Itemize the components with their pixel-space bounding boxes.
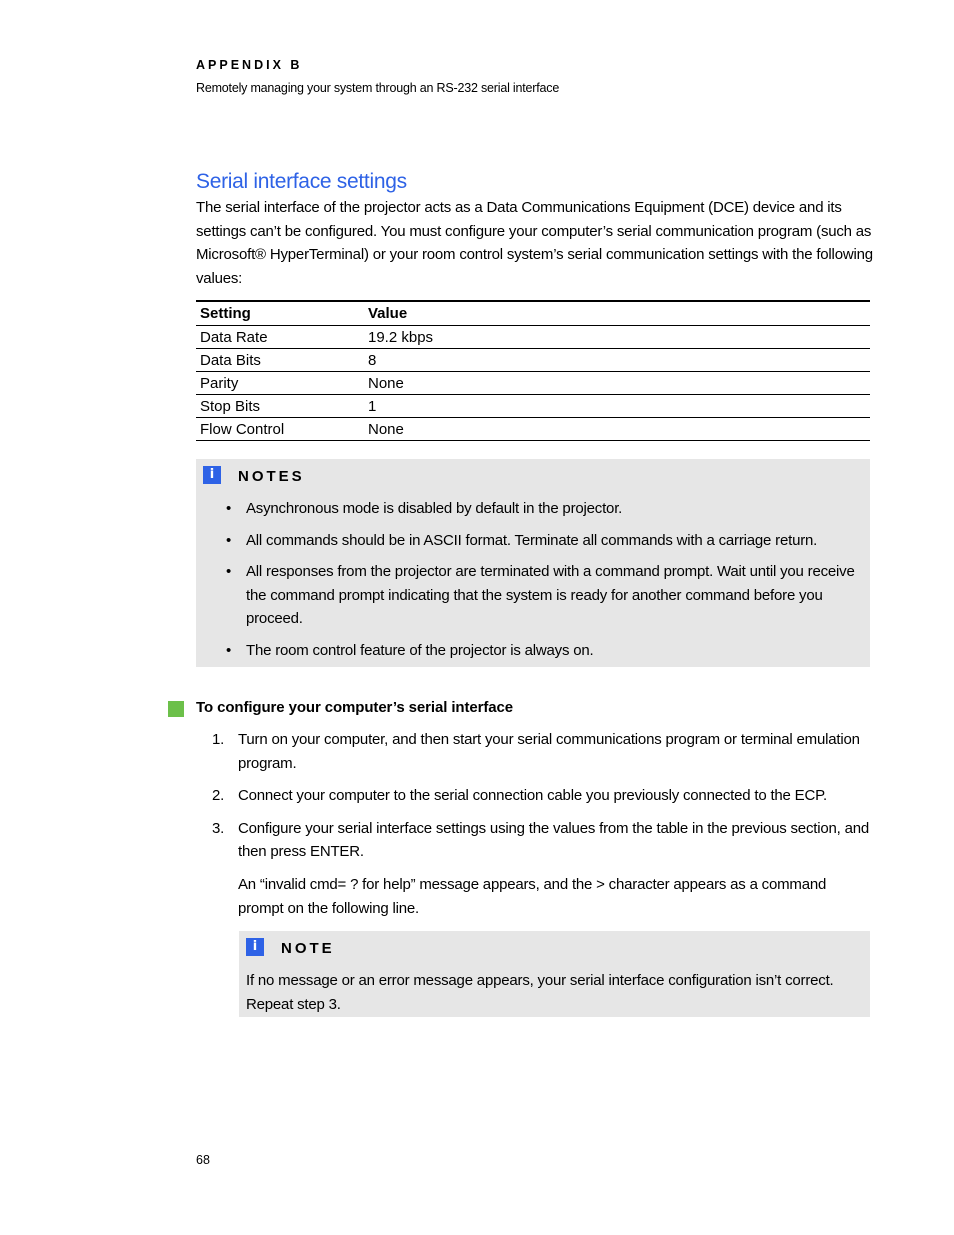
- setting-cell: Stop Bits: [196, 395, 364, 418]
- info-icon: i: [203, 466, 221, 484]
- step-result: An “invalid cmd= ? for help” message appears, and the > character appears as a command prompt on the following line.: [238, 876, 827, 917]
- table-header-row: [196, 301, 870, 326]
- setting-cell: Data Rate: [196, 326, 364, 349]
- table-row: [196, 372, 870, 395]
- list-item: • All responses from the projector are terminated with a command prompt. Wait until you receive the command prompt indicating that the system is ready for another command before you proceed.: [226, 560, 866, 631]
- step-number: 1.: [212, 731, 225, 748]
- procedure-title: To configure your computer’s serial interface: [196, 699, 513, 716]
- step-number: 3.: [212, 819, 225, 837]
- value-cell: None: [364, 418, 870, 441]
- step-text: Configure your serial interface settings using the values from the table in the previous section, and then press ENTER.: [238, 819, 869, 860]
- notes-box: [196, 459, 870, 667]
- list-item: • All commands should be in ASCII format. Terminate all commands with a carriage return.: [226, 529, 866, 553]
- column-header-value: Value: [364, 301, 870, 326]
- column-header-setting: Setting: [196, 301, 364, 326]
- notes-list: [226, 497, 866, 670]
- list-item: • Asynchronous mode is disabled by default in the projector.: [226, 497, 866, 521]
- table-row: [196, 349, 870, 372]
- list-item: • The room control feature of the projector is always on.: [226, 639, 866, 663]
- procedure-marker-icon: [168, 701, 184, 717]
- settings-table: [196, 300, 870, 441]
- appendix-label: APPENDIX B: [196, 58, 303, 72]
- value-cell: 19.2 kbps: [364, 326, 870, 349]
- procedure-steps: [212, 728, 872, 873]
- table-row: [196, 418, 870, 441]
- intro-paragraph: The serial interface of the projector acts as a Data Communications Equipment (DCE) device and its settings can’t be configured. You must configure your computer’s serial communication program (such as Microsoft® HyperTerminal) or your room control system’s serial communication settings with the following values:: [196, 199, 873, 287]
- info-icon: i: [246, 938, 264, 956]
- list-item: [212, 728, 872, 775]
- list-item: [212, 817, 872, 864]
- step-number: 2.: [212, 787, 225, 804]
- setting-cell: Parity: [196, 372, 364, 395]
- section-title: Serial interface settings: [196, 170, 407, 193]
- setting-cell: Flow Control: [196, 418, 364, 441]
- notes-heading: NOTES: [238, 468, 305, 485]
- value-cell: 1: [364, 395, 870, 418]
- setting-cell: Data Bits: [196, 349, 364, 372]
- note-text: If no message or an error message appears, your serial interface configuration isn’t correct. Repeat step 3.: [246, 972, 834, 1013]
- value-cell: 8: [364, 349, 870, 372]
- note-box: [239, 931, 870, 1017]
- page-number: 68: [196, 1153, 210, 1167]
- list-item: [212, 784, 872, 808]
- value-cell: None: [364, 372, 870, 395]
- chapter-subtitle: Remotely managing your system through an RS-232 serial interface: [196, 81, 560, 95]
- table-row: [196, 326, 870, 349]
- step-text: Turn on your computer, and then start your serial communications program or terminal emulation program.: [238, 731, 860, 772]
- note-heading: NOTE: [281, 940, 335, 957]
- step-text: Connect your computer to the serial connection cable you previously connected to the ECP.: [238, 787, 827, 804]
- table-row: [196, 395, 870, 418]
